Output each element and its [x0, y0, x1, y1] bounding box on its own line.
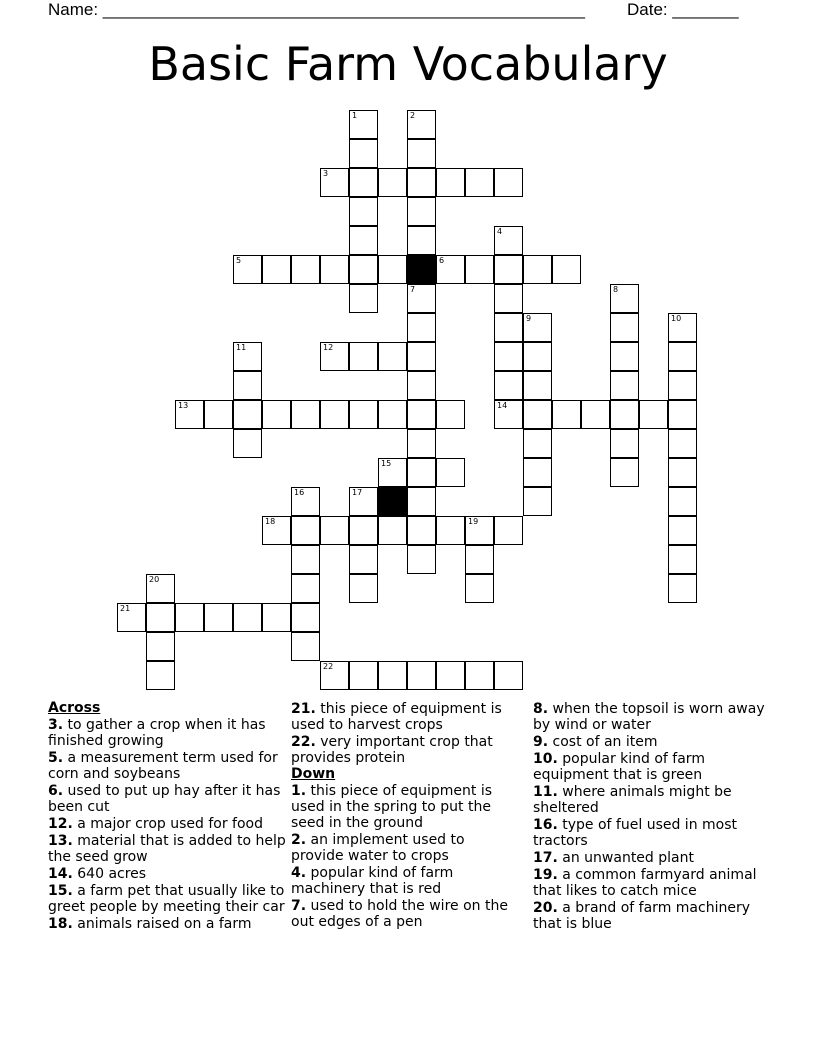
clue-down-1: 1. this piece of equipment is used in the spring to put the seed in the ground	[291, 783, 493, 831]
grid-cell[interactable]	[378, 400, 407, 429]
clue-across-22: 22. very important crop that provides protein	[291, 734, 493, 766]
cell-number: 13	[178, 401, 189, 410]
grid-cell[interactable]	[407, 197, 436, 226]
grid-cell[interactable]	[610, 284, 639, 313]
grid-cell[interactable]	[407, 487, 436, 516]
cell-number: 19	[468, 517, 479, 526]
clue-across-5: 5. a measurement term used for corn and soybeans	[48, 750, 278, 782]
grid-cell[interactable]	[262, 516, 291, 545]
grid-cell[interactable]	[146, 574, 175, 603]
grid-cell[interactable]	[175, 400, 204, 429]
grid-cell[interactable]	[262, 255, 291, 284]
grid-cell[interactable]	[291, 574, 320, 603]
cell-number: 1	[352, 111, 358, 120]
grid-cell[interactable]	[378, 168, 407, 197]
grid-cell[interactable]	[436, 255, 465, 284]
grid-cell[interactable]	[436, 168, 465, 197]
grid-cell[interactable]	[436, 661, 465, 690]
grid-cell[interactable]	[668, 458, 697, 487]
grid-cell[interactable]	[349, 574, 378, 603]
clues-column-2	[291, 700, 519, 930]
clue-down-16: 16. type of fuel used in most tractors	[533, 817, 738, 849]
grid-cell[interactable]	[233, 255, 262, 284]
cell-number: 11	[236, 343, 247, 352]
grid-cell[interactable]	[378, 255, 407, 284]
cell-number: 17	[352, 488, 363, 497]
grid-cell[interactable]	[465, 168, 494, 197]
grid-cell[interactable]	[407, 226, 436, 255]
grid-cell[interactable]	[349, 284, 378, 313]
grid-cell[interactable]	[407, 168, 436, 197]
grid-cell[interactable]	[668, 487, 697, 516]
grid-cell[interactable]	[378, 516, 407, 545]
grid-cell[interactable]	[523, 487, 552, 516]
grid-cell[interactable]	[523, 255, 552, 284]
grid-cell[interactable]	[523, 458, 552, 487]
grid-cell[interactable]	[320, 168, 349, 197]
grid-cell[interactable]	[610, 313, 639, 342]
grid-cell[interactable]	[552, 255, 581, 284]
grid-cell[interactable]	[233, 400, 262, 429]
cell-number: 4	[497, 227, 503, 236]
grid-cell[interactable]	[465, 516, 494, 545]
grid-cell[interactable]	[233, 603, 262, 632]
grid-cell[interactable]	[349, 255, 378, 284]
grid-cell[interactable]	[494, 313, 523, 342]
grid-cell[interactable]	[349, 661, 378, 690]
grid-cell[interactable]	[291, 255, 320, 284]
grid-cell[interactable]	[465, 545, 494, 574]
cell-number: 21	[120, 604, 131, 613]
grid-cell[interactable]	[494, 255, 523, 284]
grid-cell[interactable]	[523, 400, 552, 429]
grid-cell[interactable]	[668, 574, 697, 603]
grid-cell[interactable]	[291, 516, 320, 545]
grid-cell[interactable]	[204, 603, 233, 632]
black-square	[407, 255, 436, 284]
grid-cell[interactable]	[320, 342, 349, 371]
grid-cell[interactable]	[407, 284, 436, 313]
grid-cell[interactable]	[668, 371, 697, 400]
grid-cell[interactable]	[552, 400, 581, 429]
clue-down-11: 11. where animals might be sheltered	[533, 784, 732, 816]
grid-cell[interactable]	[378, 661, 407, 690]
grid-cell[interactable]	[407, 516, 436, 545]
grid-cell[interactable]	[291, 487, 320, 516]
grid-cell[interactable]	[349, 168, 378, 197]
page-title: Basic Farm Vocabulary	[148, 37, 668, 91]
grid-cell[interactable]	[494, 226, 523, 255]
grid-cell[interactable]	[233, 429, 262, 458]
grid-cell[interactable]	[407, 400, 436, 429]
grid-cell[interactable]	[175, 603, 204, 632]
grid-cell[interactable]	[378, 458, 407, 487]
grid-cell[interactable]	[204, 400, 233, 429]
grid-cell[interactable]	[610, 400, 639, 429]
clue-down-7: 7. used to hold the wire on the out edges of a pen	[291, 898, 508, 930]
grid-cell[interactable]	[291, 603, 320, 632]
grid-cell[interactable]	[320, 255, 349, 284]
clue-down-9: 9. cost of an item	[533, 734, 658, 750]
grid-cell[interactable]	[668, 429, 697, 458]
grid-cell[interactable]	[523, 313, 552, 342]
clue-down-20: 20. a brand of farm machinery that is blue	[533, 900, 750, 932]
cell-number: 7	[410, 285, 416, 294]
clues-column-1	[48, 700, 286, 932]
grid-cell[interactable]	[494, 284, 523, 313]
grid-cell[interactable]	[320, 400, 349, 429]
clue-across-15: 15. a farm pet that usually like to greet people by meeting their car	[48, 883, 285, 915]
cell-number: 6	[439, 256, 445, 265]
grid-cell[interactable]	[407, 313, 436, 342]
grid-cell[interactable]	[610, 342, 639, 371]
grid-cell[interactable]	[436, 516, 465, 545]
grid-cell[interactable]	[262, 603, 291, 632]
cell-number: 12	[323, 343, 334, 352]
grid-cell[interactable]	[523, 429, 552, 458]
grid-cell[interactable]	[262, 400, 291, 429]
name-line: Name: ___________________________________________________	[48, 0, 585, 19]
grid-cell[interactable]	[523, 342, 552, 371]
grid-cell[interactable]	[465, 255, 494, 284]
grid-cell[interactable]	[233, 371, 262, 400]
clue-across-12: 12. a major crop used for food	[48, 816, 263, 832]
grid-cell[interactable]	[233, 342, 262, 371]
cell-number: 15	[381, 459, 392, 468]
grid-cell[interactable]	[407, 139, 436, 168]
grid-cell[interactable]	[465, 661, 494, 690]
down-heading: Down	[291, 766, 336, 782]
grid-cell[interactable]	[407, 371, 436, 400]
grid-cell[interactable]	[146, 603, 175, 632]
black-square	[378, 487, 407, 516]
cell-number: 16	[294, 488, 305, 497]
clue-across-13: 13. material that is added to help the seed grow	[48, 833, 286, 865]
cell-number: 2	[410, 111, 416, 120]
grid-cell[interactable]	[349, 516, 378, 545]
grid-cell[interactable]	[320, 661, 349, 690]
grid-cell[interactable]	[291, 400, 320, 429]
grid-cell[interactable]	[494, 400, 523, 429]
cell-number: 10	[671, 314, 682, 323]
grid-cell[interactable]	[349, 139, 378, 168]
cell-number: 18	[265, 517, 276, 526]
cell-number: 22	[323, 662, 334, 671]
clue-across-6: 6. used to put up hay after it has been cut	[48, 783, 281, 815]
grid-cell[interactable]	[407, 458, 436, 487]
grid-cell[interactable]	[146, 632, 175, 661]
grid-cell[interactable]	[407, 110, 436, 139]
grid-cell[interactable]	[668, 400, 697, 429]
grid-cell[interactable]	[436, 458, 465, 487]
grid-cell[interactable]	[610, 371, 639, 400]
grid-cell[interactable]	[407, 545, 436, 574]
grid-cell[interactable]	[610, 458, 639, 487]
clue-across-21: 21. this piece of equipment is used to harvest crops	[291, 701, 502, 733]
grid-cell[interactable]	[407, 661, 436, 690]
grid-cell[interactable]	[117, 603, 146, 632]
grid-cell[interactable]	[349, 197, 378, 226]
grid-cell[interactable]	[494, 516, 523, 545]
cell-number: 8	[613, 285, 619, 294]
grid-cell[interactable]	[494, 371, 523, 400]
clue-across-14: 14. 640 acres	[48, 866, 147, 882]
grid-cell[interactable]	[349, 226, 378, 255]
grid-cell[interactable]	[494, 342, 523, 371]
grid-cell[interactable]	[320, 516, 349, 545]
clues-column-3	[533, 700, 773, 932]
grid-cell[interactable]	[349, 342, 378, 371]
grid-cell[interactable]	[407, 429, 436, 458]
grid-cell[interactable]	[349, 487, 378, 516]
grid-cell[interactable]	[494, 661, 523, 690]
grid-cell[interactable]	[668, 545, 697, 574]
grid-cell[interactable]	[146, 661, 175, 690]
grid-cell[interactable]	[407, 342, 436, 371]
across-heading: Across	[48, 700, 101, 716]
cell-number: 14	[497, 401, 508, 410]
grid-cell[interactable]	[291, 632, 320, 661]
clue-down-2: 2. an implement used to provide water to crops	[291, 832, 465, 864]
grid-cell[interactable]	[436, 400, 465, 429]
grid-cell[interactable]	[610, 429, 639, 458]
grid-cell[interactable]	[668, 313, 697, 342]
grid-cell[interactable]	[349, 110, 378, 139]
clue-across-3: 3. to gather a crop when it has finished growing	[48, 717, 266, 749]
grid-cell[interactable]	[494, 168, 523, 197]
clue-across-18: 18. animals raised on a farm	[48, 916, 252, 932]
cell-number: 9	[526, 314, 532, 323]
grid-cell[interactable]	[639, 400, 668, 429]
grid-cell[interactable]	[349, 545, 378, 574]
grid-cell[interactable]	[465, 574, 494, 603]
grid-cell[interactable]	[378, 342, 407, 371]
cell-number: 5	[236, 256, 242, 265]
clue-down-17: 17. an unwanted plant	[533, 850, 694, 866]
grid-cell[interactable]	[668, 516, 697, 545]
grid-cell[interactable]	[349, 400, 378, 429]
grid-cell[interactable]	[291, 545, 320, 574]
grid-cell[interactable]	[581, 400, 610, 429]
date-line: Date: _______	[627, 0, 739, 19]
clue-down-10: 10. popular kind of farm equipment that is green	[533, 751, 705, 783]
clue-down-8: 8. when the topsoil is worn away by wind or water	[533, 701, 765, 733]
grid-cell[interactable]	[523, 371, 552, 400]
clue-down-19: 19. a common farmyard animal that likes to catch mice	[533, 867, 757, 899]
clue-down-4: 4. popular kind of farm machinery that is red	[291, 865, 454, 897]
cell-number: 3	[323, 169, 329, 178]
cell-number: 20	[149, 575, 160, 584]
grid-cell[interactable]	[668, 342, 697, 371]
